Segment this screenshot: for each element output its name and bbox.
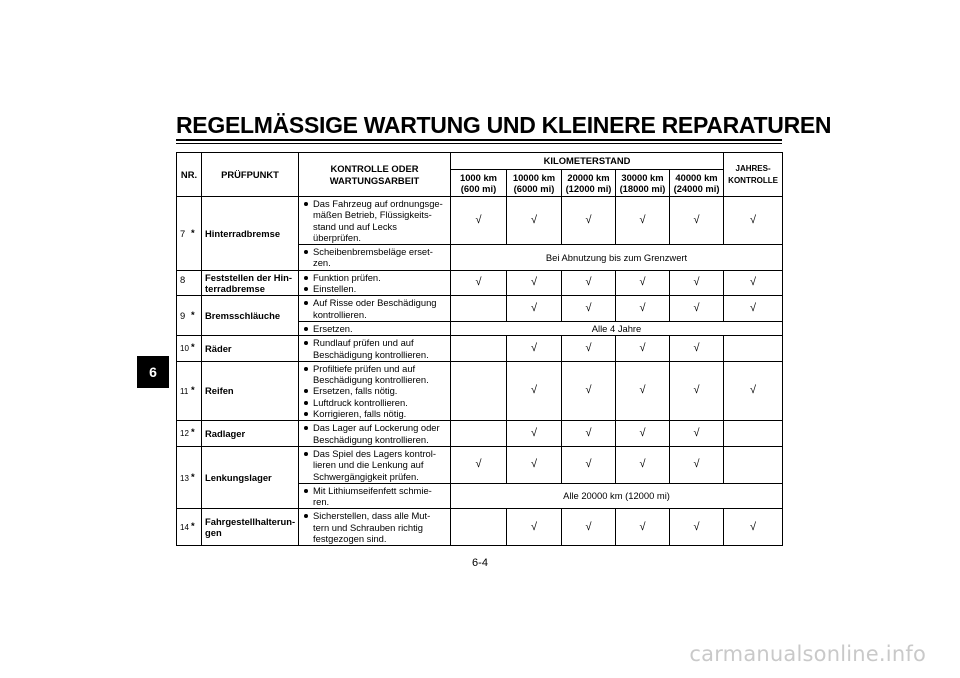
title-rule bbox=[176, 139, 782, 141]
check-mark: √ bbox=[670, 509, 724, 546]
interval-note: Bei Abnutzung bis zum Grenzwert bbox=[451, 245, 783, 271]
row-number: 7 * bbox=[177, 197, 202, 271]
table-row bbox=[177, 509, 783, 546]
interval-note: Alle 4 Jahre bbox=[451, 321, 783, 335]
check-empty bbox=[724, 421, 783, 447]
check-mark: √ bbox=[507, 509, 562, 546]
row-number: 9 * bbox=[177, 296, 202, 336]
check-mark: √ bbox=[670, 336, 724, 362]
col-kontrolle: KONTROLLE ODER WARTUNGSARBEIT bbox=[299, 153, 451, 197]
check-empty bbox=[451, 509, 507, 546]
row-item: Feststellen der Hin- terradbremse bbox=[202, 270, 299, 296]
col-jahreskontrolle: JAHRES- KONTROLLE bbox=[724, 153, 783, 197]
row-item: Reifen bbox=[202, 361, 299, 420]
row-item: Lenkungslager bbox=[202, 446, 299, 508]
watermark: carmanualsonline.info bbox=[689, 642, 926, 666]
check-mark: √ bbox=[507, 446, 562, 483]
title-rule-thin bbox=[176, 143, 782, 144]
row-number: 10 * bbox=[177, 336, 202, 362]
check-mark: √ bbox=[670, 197, 724, 245]
page-number: 6-4 bbox=[472, 557, 488, 569]
check-mark: √ bbox=[670, 446, 724, 483]
row-work: Das Fahrzeug auf ordnungsge- mäßen Betrieb, Flüssigkeits- stand und auf Lecks überprüfen. bbox=[299, 197, 451, 245]
row-work: Das Spiel des Lagers kontrol- lieren und die Lenkung auf Schwergängigkeit prüfen. bbox=[299, 446, 451, 483]
col-km-10000: 10000 km (6000 mi) bbox=[507, 170, 562, 197]
col-km-20000: 20000 km (12000 mi) bbox=[562, 170, 616, 197]
check-empty bbox=[451, 361, 507, 420]
check-mark: √ bbox=[724, 197, 783, 245]
row-number: 13 * bbox=[177, 446, 202, 508]
check-mark: √ bbox=[616, 270, 670, 296]
row-work: Scheibenbremsbeläge erset- zen. bbox=[299, 245, 451, 271]
row-number: 12 * bbox=[177, 421, 202, 447]
check-empty bbox=[724, 336, 783, 362]
col-km-30000: 30000 km (18000 mi) bbox=[616, 170, 670, 197]
row-number: 11 * bbox=[177, 361, 202, 420]
row-work: Auf Risse oder Beschädigung kontrollieren. bbox=[299, 296, 451, 322]
row-number: 8 bbox=[177, 270, 202, 296]
check-mark: √ bbox=[451, 197, 507, 245]
check-mark: √ bbox=[507, 421, 562, 447]
check-mark: √ bbox=[616, 446, 670, 483]
check-mark: √ bbox=[724, 296, 783, 322]
check-mark: √ bbox=[616, 421, 670, 447]
check-mark: √ bbox=[507, 296, 562, 322]
table-row bbox=[177, 446, 783, 483]
check-mark: √ bbox=[724, 509, 783, 546]
table-row bbox=[177, 197, 783, 245]
table-row bbox=[177, 361, 783, 420]
row-work: Rundlauf prüfen und auf Beschädigung kontrollieren. bbox=[299, 336, 451, 362]
col-km-40000: 40000 km (24000 mi) bbox=[670, 170, 724, 197]
check-mark: √ bbox=[616, 197, 670, 245]
row-item: Fahrgestellhalterun- gen bbox=[202, 509, 299, 546]
table-row bbox=[177, 421, 783, 447]
check-mark: √ bbox=[670, 270, 724, 296]
col-km-1000: 1000 km (600 mi) bbox=[451, 170, 507, 197]
check-mark: √ bbox=[670, 421, 724, 447]
check-mark: √ bbox=[507, 336, 562, 362]
check-mark: √ bbox=[451, 270, 507, 296]
row-item: Bremsschläuche bbox=[202, 296, 299, 336]
check-mark: √ bbox=[562, 361, 616, 420]
check-empty bbox=[724, 446, 783, 483]
row-item: Radlager bbox=[202, 421, 299, 447]
check-mark: √ bbox=[562, 296, 616, 322]
check-mark: √ bbox=[562, 446, 616, 483]
check-mark: √ bbox=[724, 270, 783, 296]
col-kilometerstand: KILOMETERSTAND bbox=[451, 153, 724, 170]
interval-note: Alle 20000 km (12000 mi) bbox=[451, 483, 783, 509]
table-row bbox=[177, 296, 783, 322]
section-tab: 6 bbox=[137, 356, 169, 388]
check-mark: √ bbox=[670, 361, 724, 420]
row-work: Profiltiefe prüfen und auf Beschädigung kontrollieren. Ersetzen, falls nötig. Luftdruck kontrollieren. Korrigieren, falls nötig. bbox=[299, 361, 451, 420]
check-mark: √ bbox=[507, 270, 562, 296]
page-title: REGELMÄSSIGE WARTUNG UND KLEINERE REPARATUREN bbox=[176, 112, 832, 138]
row-work: Funktion prüfen. Einstellen. bbox=[299, 270, 451, 296]
check-mark: √ bbox=[724, 361, 783, 420]
check-mark: √ bbox=[616, 336, 670, 362]
row-item: Hinterradbremse bbox=[202, 197, 299, 271]
check-empty bbox=[451, 421, 507, 447]
row-number: 14 * bbox=[177, 509, 202, 546]
check-mark: √ bbox=[562, 270, 616, 296]
row-work: Ersetzen. bbox=[299, 321, 451, 335]
maintenance-table bbox=[176, 152, 783, 546]
check-mark: √ bbox=[562, 336, 616, 362]
check-mark: √ bbox=[507, 361, 562, 420]
col-pruefpunkt: PRÜFPUNKT bbox=[202, 153, 299, 197]
check-mark: √ bbox=[562, 421, 616, 447]
check-mark: √ bbox=[451, 446, 507, 483]
check-mark: √ bbox=[616, 509, 670, 546]
row-work: Das Lager auf Lockerung oder Beschädigung kontrollieren. bbox=[299, 421, 451, 447]
row-work: Mit Lithiumseifenfett schmie- ren. bbox=[299, 483, 451, 509]
row-work: Sicherstellen, dass alle Mut- tern und Schrauben richtig festgezogen sind. bbox=[299, 509, 451, 546]
check-empty bbox=[451, 336, 507, 362]
check-mark: √ bbox=[562, 509, 616, 546]
table-row bbox=[177, 270, 783, 296]
check-empty bbox=[451, 296, 507, 322]
table-row bbox=[177, 336, 783, 362]
col-nr: NR. bbox=[177, 153, 202, 197]
check-mark: √ bbox=[670, 296, 724, 322]
check-mark: √ bbox=[562, 197, 616, 245]
check-mark: √ bbox=[616, 296, 670, 322]
check-mark: √ bbox=[616, 361, 670, 420]
row-item: Räder bbox=[202, 336, 299, 362]
check-mark: √ bbox=[507, 197, 562, 245]
